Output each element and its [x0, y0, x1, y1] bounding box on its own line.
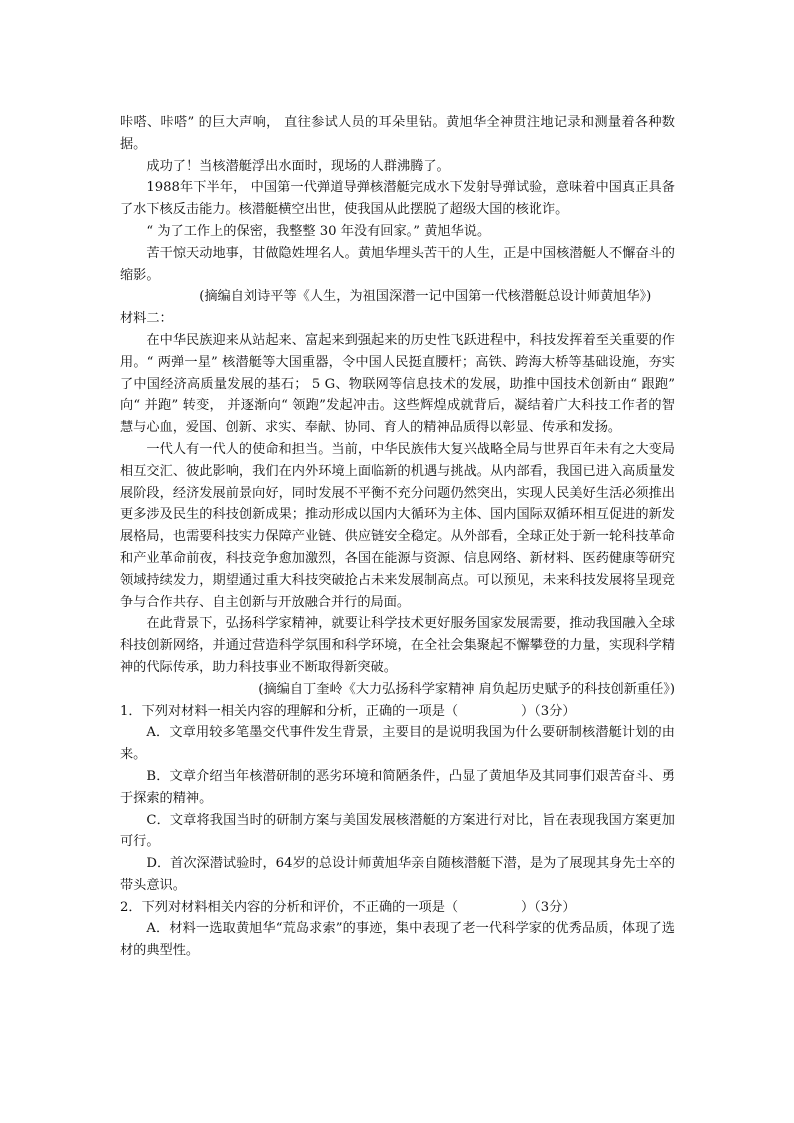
paragraph: 成功了！当核潜艇浮出水面时，现场的人群沸腾了。 [146, 158, 450, 174]
question-2 [120, 897, 675, 962]
question-score: ）（3分） [520, 703, 576, 719]
paragraph: “ 为了工作上的保密，我整整 30 年没有回家。” 黄旭华说。 [146, 223, 491, 239]
material-one-excerpt [120, 112, 675, 308]
answer-blank [458, 704, 521, 719]
answer-blank [458, 900, 521, 915]
paragraph: 在中华民族迎来从站起来、富起来到强起来的历史性飞跃进程中，科技发挥着至关重要的作用。“ 两弹一星” 核潜艇等大国重器，令中国人民挺直腰杆；高铁、跨海大桥等基础设施，夯实了中国经济高质量发展的基石； 5 G、物联网等信息技术的发展，助推中国技术创新由“ 跟跑” 向“ 并跑” 转变， 并逐渐向“ 领跑”发起冲击。这些辉煌成就背后，凝结着广大科技工作者的智慧与心血，爱国、创新、求实、奉献、协同、育人的精神品质得以彰显、传承和发扬。 [120, 332, 675, 436]
option-d: D．首次深潜试验时，64岁的总设计师黄旭华亲自随核潜艇下潜，是为了展现其身先士卒的带头意识。 [120, 856, 675, 893]
option-b: B．文章介绍当年核潜研制的恶劣环境和简陋条件，凸显了黄旭华及其同事们艰苦奋斗、勇于探索的精神。 [120, 768, 675, 806]
source-citation: (摘编自丁奎岭《大力弘扬科学家精神 肩负起历史赋予的科技创新重任》) [258, 681, 675, 697]
section-heading: 材料二： [120, 311, 173, 327]
option-a: A．文章用较多笔墨交代事件发生背景，主要目的是说明我国为什么要研制核潜艇计划的由来。 [120, 725, 675, 763]
option-a: A．材料一选取黄旭华“荒岛求索”的事迹，集中表现了老一代科学家的优秀品质，体现了选材的典型性。 [120, 921, 675, 959]
question-stem [120, 701, 675, 723]
question-score: ）（3分） [520, 899, 576, 915]
question-1 [120, 701, 675, 897]
paragraph: 在此背景下，弘扬科学家精神，就要让科学技术更好服务国家发展需要，推动我国融入全球科技创新网络，并通过营造科学氛围和科学环境，在全社会集聚起不懈攀登的力量，实现科学精神的代际传承，助力科技事业不断取得新突破。 [120, 616, 675, 675]
source-citation: (摘编自刘诗平等《人生，为祖国深潜一记中国第一代核潜艇总设计师黄旭华》) [199, 289, 652, 305]
question-number: 1． [120, 703, 142, 719]
document-page [120, 112, 675, 962]
material-two [120, 308, 675, 700]
paragraph: 一代人有一代人的使命和担当。当前，中华民族伟大复兴战略全局与世界百年未有之大变局相互交汇、彼此影响，我们在内外环境上面临新的机遇与挑战。从内部看，我国已进入高质量发展阶段，经济发展前景向好，同时发展不平衡不充分问题仍然突出，实现人民美好生活必须推出更多涉及民生的科技创新成果；推动形成以国内大循环为主体、国内国际双循环相互促进的新发展格局，也需要科技实力保障产业链、供应链安全稳定。从外部看，全球正处于新一轮科技革命和产业革命前夜，科技竞争愈加激烈，各国在能源与资源、信息网络、新材料、医药健康等研究领域持续发力，期望通过重大科技突破抢占未来发展制高点。可以预见，未来科技发展将呈现竞争与合作共存、自主创新与开放融合并行的局面。 [120, 441, 675, 610]
paragraph: 苦干惊天动地事，甘做隐姓埋名人。黄旭华埋头苦干的人生，正是中国核潜艇人不懈奋斗的缩影。 [120, 245, 675, 283]
paragraph: 咔嗒、咔嗒” 的巨大声响， 直往参试人员的耳朵里钻。黄旭华全神贯注地记录和测量着各种数据。 [120, 115, 675, 152]
question-number: 2． [120, 899, 142, 915]
question-text: 下列对材料相关内容的分析和评价，不正确的一项是（ [141, 899, 459, 915]
question-text: 下列对材料一相关内容的理解和分析，正确的一项是（ [141, 703, 459, 719]
paragraph: 1988年下半年， 中国第一代弹道导弹核潜艇完成水下发射导弹试验，意味着中国真正具备了水下核反击能力。核潜艇横空出世，使我国从此摆脱了超级大国的核讹诈。 [120, 180, 675, 218]
question-stem [120, 897, 675, 919]
option-c: C．文章将我国当时的研制方案与美国发展核潜艇的方案进行对比，旨在表现我国方案更加可行。 [120, 812, 675, 850]
